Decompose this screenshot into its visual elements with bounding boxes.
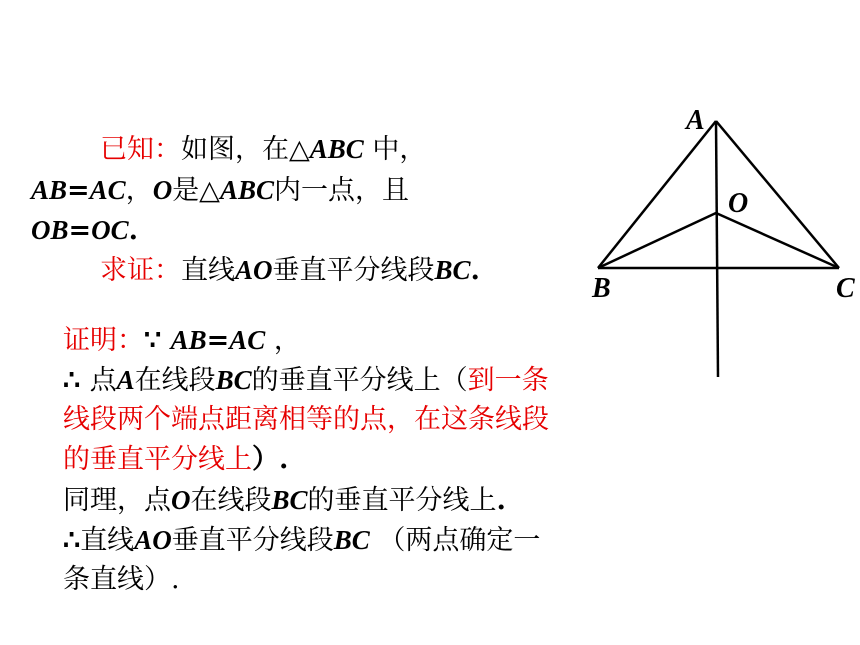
proof-label: 证明： xyxy=(63,325,144,356)
proof-line-4: 的垂直平分线上）. xyxy=(63,444,289,475)
given-line-2: AB=AC，O是△ABC内一点，且 xyxy=(31,175,409,206)
given-line-1: 已知：如图，在△ABC 中， xyxy=(100,134,427,165)
to-prove-line: 求证：直线AO垂直平分线段BC. xyxy=(100,255,480,286)
proof-line-6: ∴直线AO垂直平分线段BC （两点确定一 xyxy=(63,525,541,556)
proof-line-7: 条直线）. xyxy=(63,564,180,595)
proof-line-3: 线段两个端点距离相等的点，在这条线段 xyxy=(63,404,549,435)
line-ao xyxy=(716,121,718,377)
given-label: 已知： xyxy=(100,134,181,165)
segment-ob xyxy=(598,213,716,268)
segment-oc xyxy=(716,213,839,268)
proof-line-1: 证明：∵ AB=AC ， xyxy=(63,325,301,356)
label-a: A xyxy=(686,105,705,136)
label-c: C xyxy=(836,273,855,304)
label-b: B xyxy=(592,273,611,304)
to-prove-label: 求证： xyxy=(100,255,181,286)
proof-line-2: ∴ 点A在线段BC的垂直平分线上（到一条 xyxy=(63,365,549,396)
side-ab xyxy=(598,121,716,268)
label-o: O xyxy=(728,188,749,219)
given-line-3: OB=OC. xyxy=(31,215,139,246)
proof-line-5: 同理，点O在线段BC的垂直平分线上. xyxy=(63,485,506,516)
